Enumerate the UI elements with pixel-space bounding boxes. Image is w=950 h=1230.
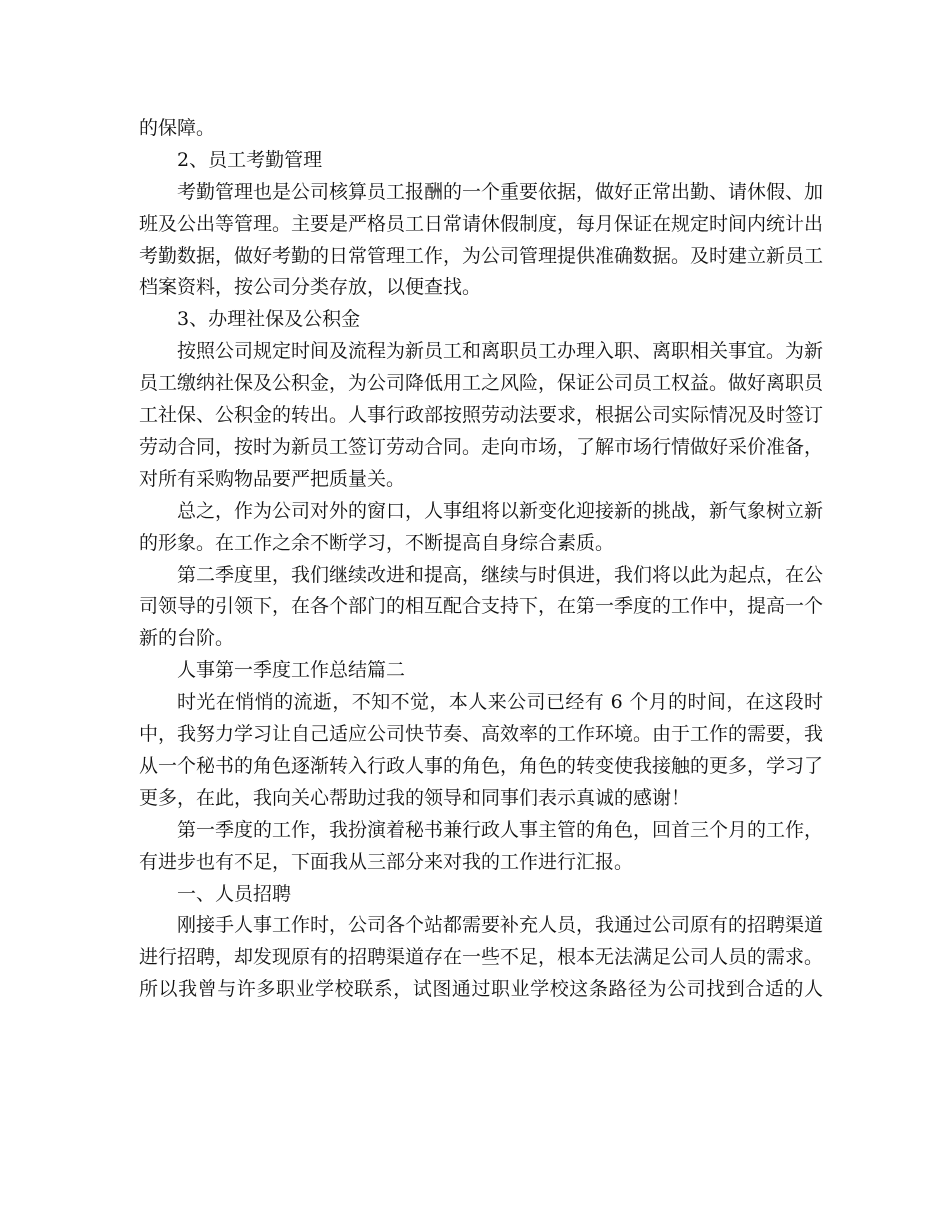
text-line: 按照公司规定时间及流程为新员工和离职员工办理入职、离职相关事宜。为新 [177, 340, 823, 363]
document-body [139, 113, 823, 1006]
text-line: 从一个秘书的角色逐渐转入行政人事的角色，角色的转变使我接触的更多，学习了 [139, 754, 823, 777]
text-line: 员工缴纳社保及公积金，为公司降低用工之风险，保证公司员工权益。做好离职员 [139, 372, 823, 395]
text-line: 司领导的引领下，在各个部门的相互配合支持下，在第一季度的工作中，提高一个 [139, 595, 823, 618]
text-line: 一、人员招聘 [177, 882, 292, 905]
text-line: 所以我曾与许多职业学校联系，试图通过职业学校这条路径为公司找到合适的人 [139, 978, 823, 1001]
text-line: 班及公出等管理。主要是严格员工日常请休假制度，每月保证在规定时间内统计出 [139, 212, 823, 235]
text-line: 2、员工考勤管理 [177, 148, 323, 171]
text-line: 中，我努力学习让自己适应公司快节奏、高效率的工作环境。由于工作的需要，我 [139, 723, 823, 746]
text-line: 进行招聘，却发现原有的招聘渠道存在一些不足，根本无法满足公司人员的需求。 [139, 946, 823, 969]
text-line: 的形象。在工作之余不断学习，不断提高自身综合素质。 [139, 531, 615, 554]
text-line: 人事第一季度工作总结篇二 [177, 659, 406, 682]
text-line: 考勤管理也是公司核算员工报酬的一个重要依据，做好正常出勤、请休假、加 [177, 180, 823, 203]
text-line: 对所有采购物品要严把质量关。 [139, 467, 406, 490]
text-line: 刚接手人事工作时，公司各个站都需要补充人员，我通过公司原有的招聘渠道 [177, 914, 823, 937]
text-line: 第二季度里，我们继续改进和提高，继续与时俱进，我们将以此为起点，在公 [177, 563, 823, 586]
text-line: 新的台阶。 [139, 627, 235, 650]
text-line: 更多，在此，我向关心帮助过我的领导和同事们表示真诚的感谢！ [139, 786, 691, 809]
text-line: 有进步也有不足，下面我从三部分来对我的工作进行汇报。 [139, 850, 634, 873]
text-line: 第一季度的工作，我扮演着秘书兼行政人事主管的角色，回首三个月的工作， [177, 818, 823, 841]
text-line: 3、办理社保及公积金 [177, 308, 361, 331]
text-line: 总之，作为公司对外的窗口，人事组将以新变化迎接新的挑战，新气象树立新 [177, 499, 823, 522]
text-line: 时光在悄悄的流逝，不知不觉，本人来公司已经有 6 个月的时间，在这段时 [177, 691, 823, 714]
text-line: 考勤数据，做好考勤的日常管理工作，为公司管理提供准确数据。及时建立新员工 [139, 244, 823, 267]
text-line: 的保障。 [139, 117, 216, 139]
text-line: 劳动合同，按时为新员工签订劳动合同。走向市场，了解市场行情做好采价准备， [139, 435, 823, 458]
text-line: 工社保、公积金的转出。人事行政部按照劳动法要求，根据公司实际情况及时签订 [139, 404, 823, 427]
text-line: 档案资料，按公司分类存放，以便查找。 [139, 276, 482, 299]
